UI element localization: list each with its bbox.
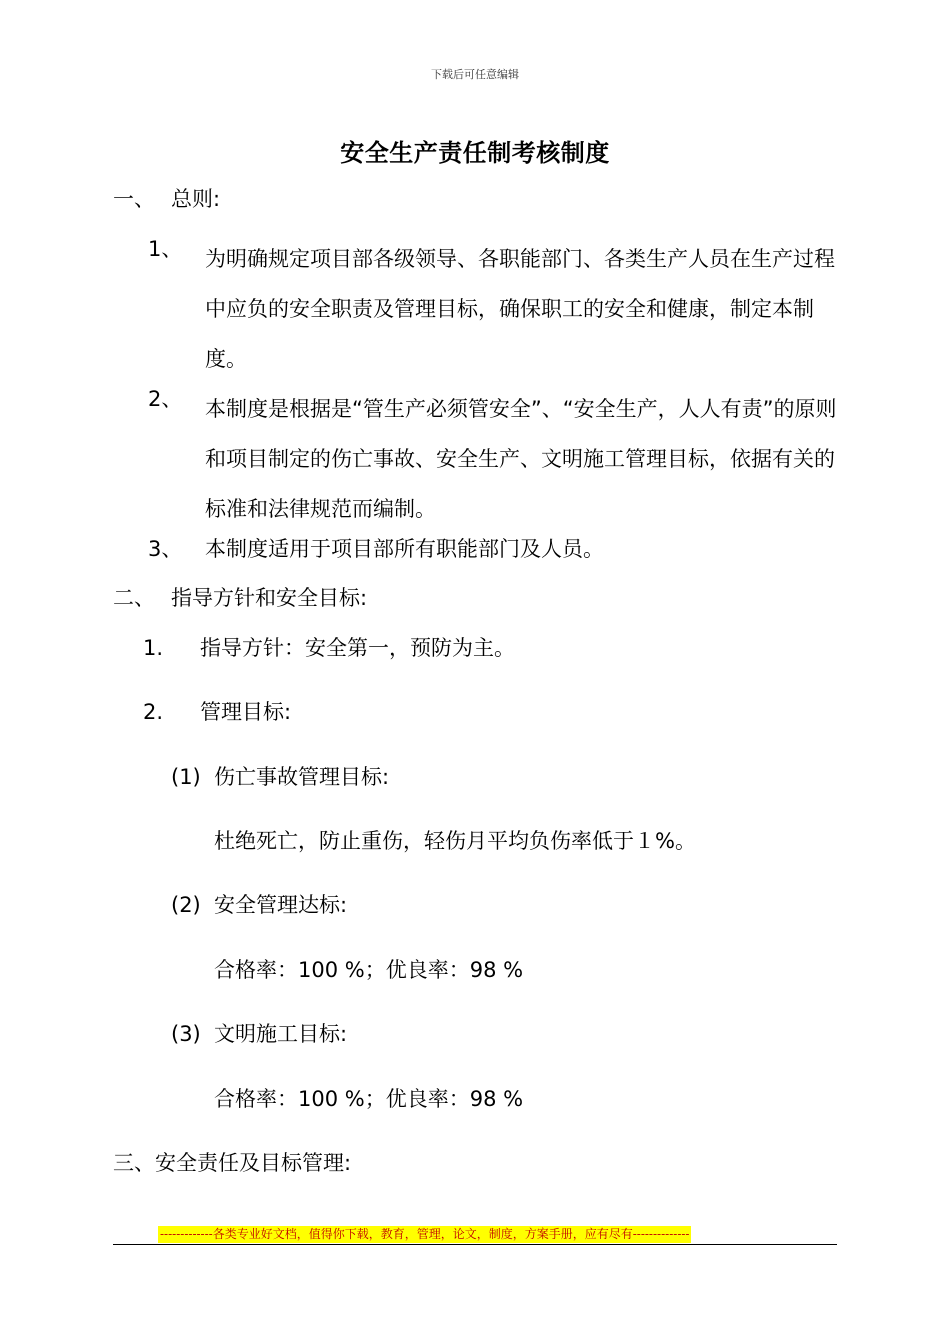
section-1-heading: 总则:	[171, 187, 221, 211]
clause-1-number: 1、	[148, 237, 183, 261]
section-2-number: 二、	[113, 586, 155, 610]
sub-goal-3-number: (3)	[171, 1022, 201, 1046]
sub-goal-1-title: 伤亡事故管理目标:	[214, 765, 390, 789]
section-1-number: 一、	[113, 187, 155, 211]
guideline-text: 指导方针：安全第一，预防为主。	[200, 636, 515, 660]
footer-banner: -------------各类专业好文档，值得你下载，教育，管理，论文，制度，方案手册，应有尽有--------------	[160, 1227, 690, 1241]
document-title: 安全生产责任制考核制度	[340, 139, 610, 167]
sub-goal-3-content: 合格率：100 %；优良率：98 %	[214, 1087, 524, 1111]
management-goal-heading: 管理目标:	[200, 700, 292, 724]
sub-goal-1-number: (1)	[171, 765, 201, 789]
sub-goal-2-title: 安全管理达标:	[214, 893, 348, 917]
clause-2-number: 2、	[148, 387, 183, 411]
header-note: 下载后可任意编辑	[431, 68, 519, 81]
clause-1-text: 为明确规定项目部各级领导、各职能部门、各类生产人员在生产过程中应负的安全职责及管理目标，确保职工的安全和健康，制定本制度。	[205, 247, 835, 371]
management-goal-number: 2.	[143, 700, 164, 724]
clause-3-number: 3、	[148, 537, 183, 561]
clause-3-text: 本制度适用于项目部所有职能部门及人员。	[205, 537, 604, 561]
section-3-heading: 三、安全责任及目标管理:	[113, 1151, 352, 1175]
sub-goal-2-content: 合格率：100 %；优良率：98 %	[214, 958, 524, 982]
sub-goal-3-title: 文明施工目标:	[214, 1022, 348, 1046]
guideline-number: 1.	[143, 636, 164, 660]
sub-goal-2-number: (2)	[171, 893, 201, 917]
sub-goal-1-content: 杜绝死亡，防止重伤，轻伤月平均负伤率低于１%。	[214, 829, 696, 853]
clause-2-text: 本制度是根据是“管生产必须管安全”、“安全生产，人人有责”的原则和项目制定的伤亡事故、安全生产、文明施工管理目标，依据有关的标准和法律规范而编制。	[205, 397, 837, 521]
footer-divider	[113, 1244, 837, 1245]
section-2-heading: 指导方针和安全目标:	[171, 586, 368, 610]
